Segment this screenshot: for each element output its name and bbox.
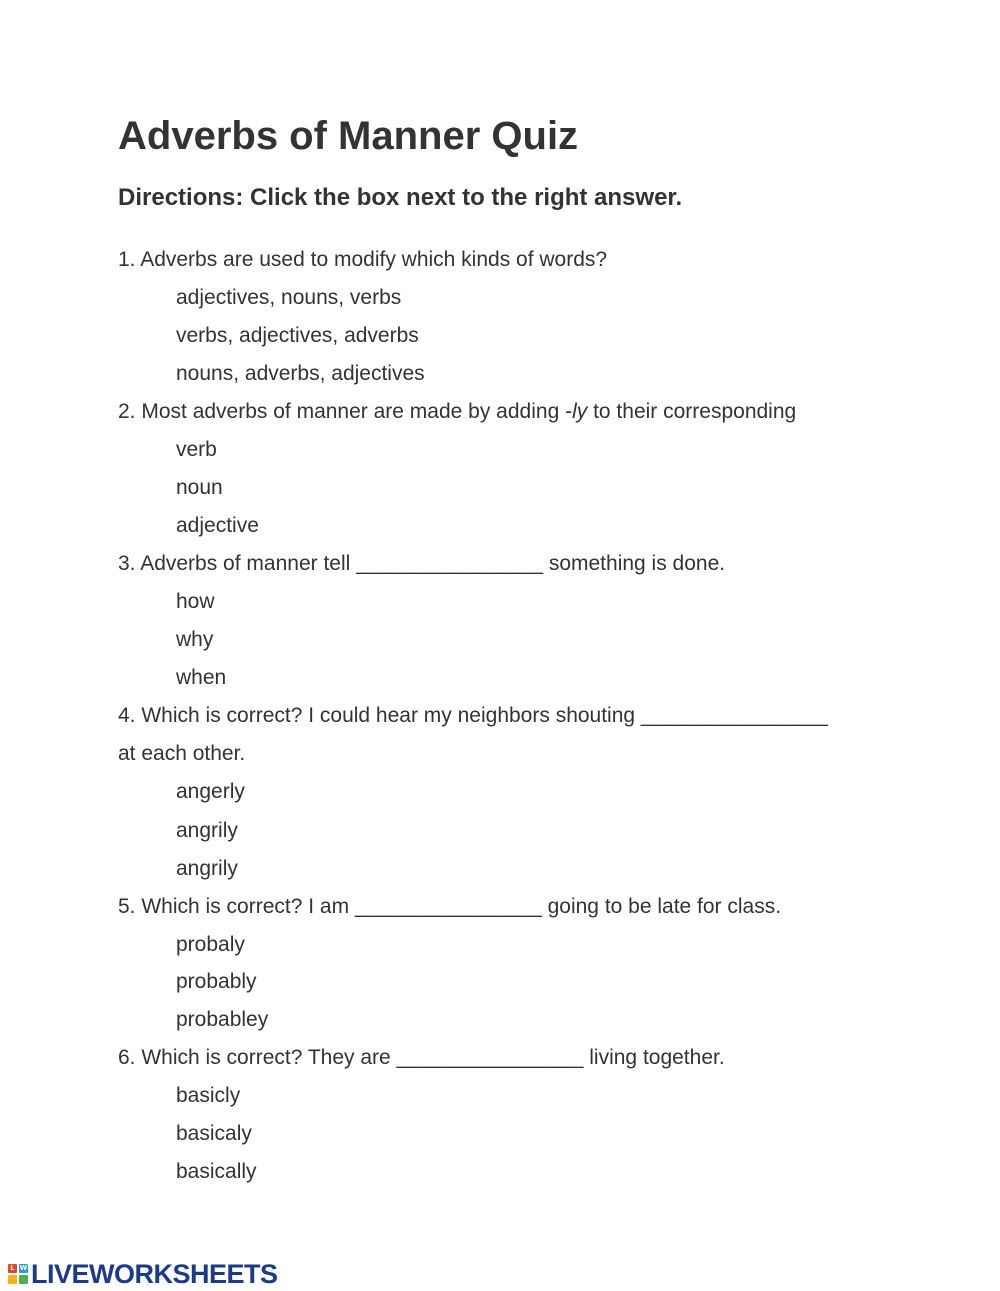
q1-option-1[interactable]: adjectives, nouns, verbs bbox=[176, 286, 402, 309]
question-4-continuation: at each other. bbox=[118, 742, 246, 765]
question-2-text-after: to their corresponding bbox=[587, 400, 797, 423]
liveworksheets-logo[interactable] bbox=[8, 1259, 278, 1289]
q3-option-3[interactable]: when bbox=[176, 666, 227, 689]
question-6: 6. Which is correct? They are ________________ living together. bbox=[118, 1046, 725, 1069]
q2-option-2[interactable]: noun bbox=[176, 476, 223, 499]
logo-text: LIVEWORKSHEETS bbox=[31, 1258, 278, 1289]
q2-option-1[interactable]: verb bbox=[176, 438, 217, 461]
q5-option-2[interactable]: probably bbox=[176, 970, 257, 993]
q3-option-1[interactable]: how bbox=[176, 590, 215, 613]
logo-blocks-icon bbox=[8, 1264, 28, 1284]
q1-option-3[interactable]: nouns, adverbs, adjectives bbox=[176, 362, 425, 385]
question-2 bbox=[118, 400, 796, 424]
q4-option-1[interactable]: angerly bbox=[176, 780, 245, 803]
q2-option-3[interactable]: adjective bbox=[176, 514, 259, 537]
q1-option-2[interactable]: verbs, adjectives, adverbs bbox=[176, 324, 419, 347]
logo-block-1: L bbox=[8, 1264, 17, 1273]
logo-block-3 bbox=[8, 1275, 17, 1284]
q5-option-1[interactable]: probaly bbox=[176, 933, 245, 956]
logo-block-2: W bbox=[19, 1264, 28, 1272]
question-1: 1. Adverbs are used to modify which kinds of words? bbox=[118, 248, 608, 271]
question-3: 3. Adverbs of manner tell ________________ something is done. bbox=[118, 552, 726, 575]
q6-option-1[interactable]: basicly bbox=[176, 1084, 241, 1107]
question-2-text-before: 2. Most adverbs of manner are made by adding - bbox=[118, 400, 573, 423]
q6-option-3[interactable]: basically bbox=[176, 1160, 257, 1183]
question-5: 5. Which is correct? I am ________________ going to be late for class. bbox=[118, 895, 782, 918]
question-4: 4. Which is correct? I could hear my neighbors shouting ________________ bbox=[118, 704, 828, 727]
q5-option-3[interactable]: probabley bbox=[176, 1008, 269, 1031]
logo-block-4 bbox=[19, 1275, 28, 1284]
q3-option-2[interactable]: why bbox=[176, 628, 214, 651]
q6-option-2[interactable]: basicaly bbox=[176, 1122, 252, 1145]
page-title: Adverbs of Manner Quiz bbox=[118, 114, 579, 158]
q4-option-3[interactable]: angrily bbox=[176, 857, 238, 880]
directions-text: Directions: Click the box next to the right answer. bbox=[118, 184, 683, 211]
q4-option-2[interactable]: angrily bbox=[176, 819, 238, 842]
question-2-suffix: ly bbox=[572, 400, 588, 423]
